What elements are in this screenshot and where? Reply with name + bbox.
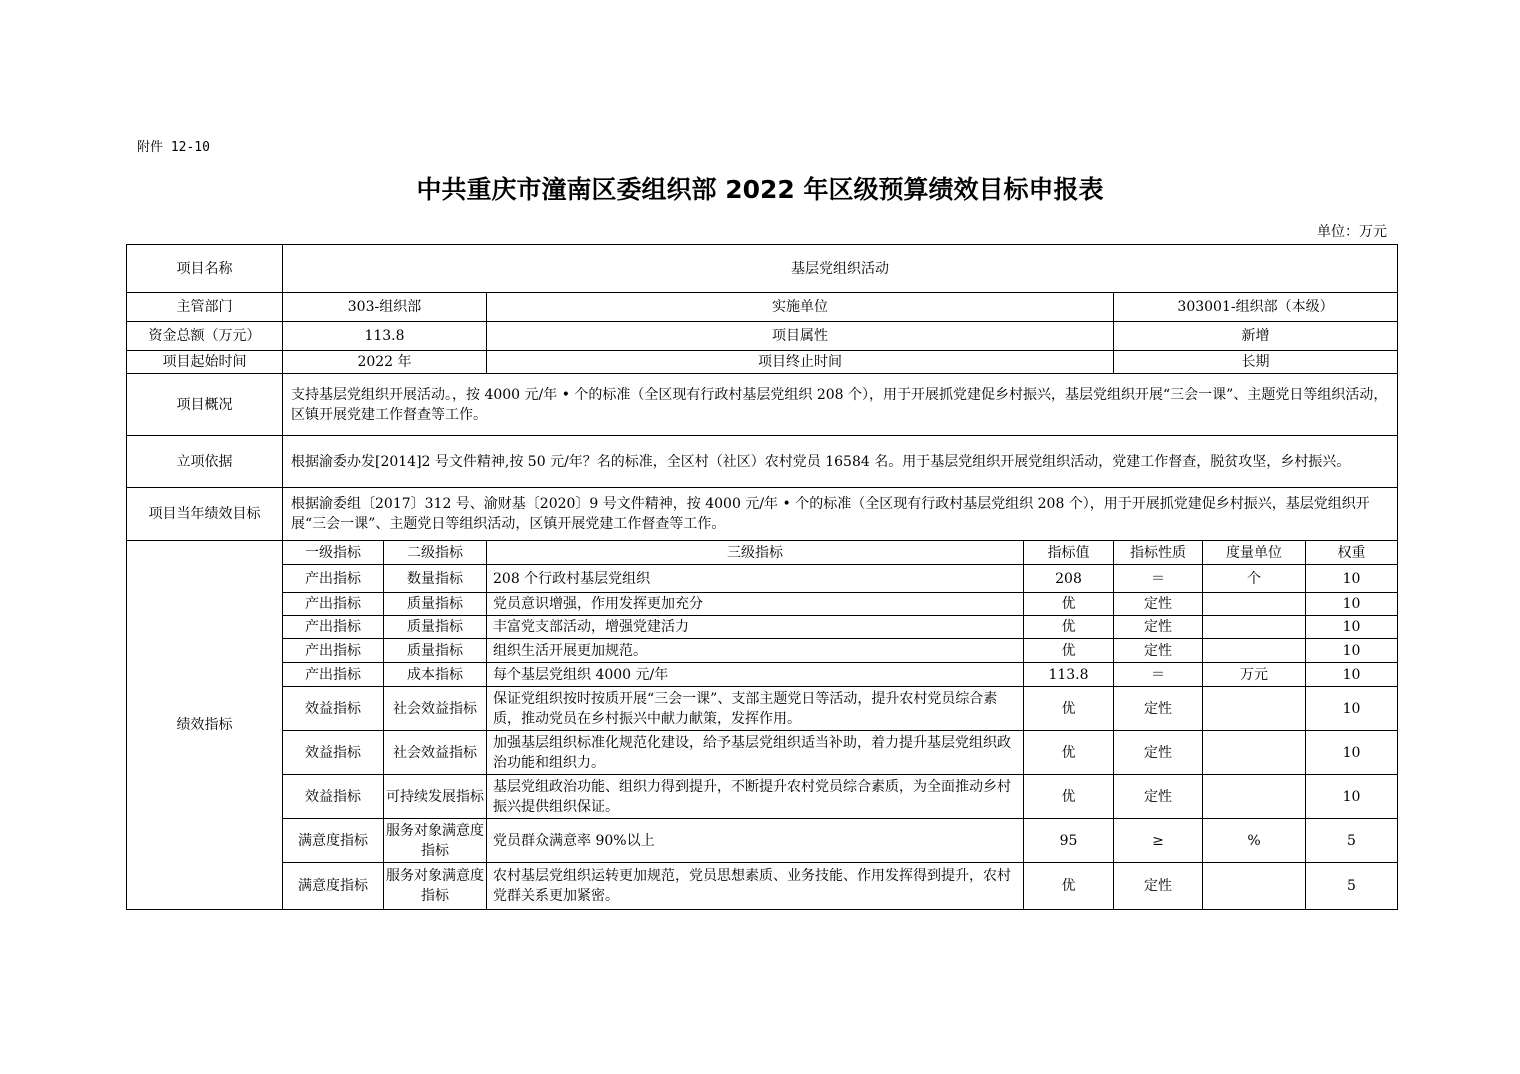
value-cell: 208 — [1024, 565, 1114, 593]
impl-value: 303001-组织部（本级） — [1114, 293, 1398, 322]
unit-cell — [1203, 863, 1306, 910]
value-cell: 95 — [1024, 819, 1114, 863]
attr-value: 新增 — [1114, 322, 1398, 351]
weight-cell: 5 — [1306, 819, 1398, 863]
nature-cell: 定性 — [1114, 731, 1203, 775]
unit-cell — [1203, 593, 1306, 616]
row-project-name — [127, 245, 1398, 293]
l1-cell: 效益指标 — [283, 687, 384, 731]
nature-cell: ≥ — [1114, 819, 1203, 863]
perf-row — [127, 663, 1398, 687]
l2-cell: 社会效益指标 — [384, 731, 487, 775]
l1-cell: 产出指标 — [283, 639, 384, 663]
l3-cell: 保证党组织按时按质开展“三会一课”、支部主题党日等活动，提升农村党员综合素质，推动党员在乡村振兴中献力献策，发挥作用。 — [487, 687, 1024, 731]
weight-cell: 10 — [1306, 663, 1398, 687]
impl-label: 实施单位 — [487, 293, 1114, 322]
start-value: 2022 年 — [283, 351, 487, 374]
weight-cell: 10 — [1306, 565, 1398, 593]
value-cell: 优 — [1024, 731, 1114, 775]
l3-cell: 党员意识增强，作用发挥更加充分 — [487, 593, 1024, 616]
l3-cell: 基层党组政治功能、组织力得到提升，不断提升农村党员综合素质，为全面推动乡村振兴提供组织保证。 — [487, 775, 1024, 819]
l2-cell: 成本指标 — [384, 663, 487, 687]
l3-cell: 丰富党支部活动，增强党建活力 — [487, 616, 1024, 639]
weight-cell: 10 — [1306, 731, 1398, 775]
row-fund — [127, 322, 1398, 351]
perf-header-row — [127, 541, 1398, 565]
l1-cell: 产出指标 — [283, 616, 384, 639]
l1-cell: 产出指标 — [283, 663, 384, 687]
fund-value: 113.8 — [283, 322, 487, 351]
project-name-label: 项目名称 — [127, 245, 283, 293]
value-cell: 优 — [1024, 863, 1114, 910]
basis-label: 立项依据 — [127, 436, 283, 488]
goal-value: 根据渝委组〔2017〕312 号、渝财基〔2020〕9 号文件精神，按 4000 元/年 • 个的标准（全区现有行政村基层党组织 208 个），用于开展抓党建促乡村振兴，基层党组织开展“三会一课”、主题党日等组织活动，区镇开展党建工作督查等工作。 — [283, 488, 1398, 541]
row-basis — [127, 436, 1398, 488]
unit-cell: % — [1203, 819, 1306, 863]
start-label: 项目起始时间 — [127, 351, 283, 374]
l2-cell: 质量指标 — [384, 593, 487, 616]
value-cell: 优 — [1024, 775, 1114, 819]
value-cell: 优 — [1024, 687, 1114, 731]
header-value: 指标值 — [1024, 541, 1114, 565]
nature-cell: 定性 — [1114, 593, 1203, 616]
perf-row — [127, 775, 1398, 819]
l3-cell: 208 个行政村基层党组织 — [487, 565, 1024, 593]
budget-table — [126, 244, 1398, 910]
l3-cell: 农村基层党组织运转更加规范，党员思想素质、业务技能、作用发挥得到提升，农村党群关系更加紧密。 — [487, 863, 1024, 910]
nature-cell: 定性 — [1114, 639, 1203, 663]
weight-cell: 10 — [1306, 593, 1398, 616]
header-unit: 度量单位 — [1203, 541, 1306, 565]
unit-cell — [1203, 775, 1306, 819]
perf-row — [127, 731, 1398, 775]
l2-cell: 社会效益指标 — [384, 687, 487, 731]
unit-cell — [1203, 639, 1306, 663]
unit-cell — [1203, 687, 1306, 731]
unit-cell: 万元 — [1203, 663, 1306, 687]
weight-cell: 10 — [1306, 616, 1398, 639]
end-label: 项目终止时间 — [487, 351, 1114, 374]
perf-row — [127, 687, 1398, 731]
l3-cell: 党员群众满意率 90%以上 — [487, 819, 1024, 863]
perf-row — [127, 819, 1398, 863]
perf-row — [127, 616, 1398, 639]
nature-cell: ＝ — [1114, 663, 1203, 687]
unit-cell — [1203, 731, 1306, 775]
perf-label: 绩效指标 — [127, 541, 283, 910]
l1-cell: 效益指标 — [283, 731, 384, 775]
l1-cell: 产出指标 — [283, 593, 384, 616]
nature-cell: 定性 — [1114, 775, 1203, 819]
overview-value: 支持基层党组织开展活动。，按 4000 元/年 • 个的标准（全区现有行政村基层党组织 208 个），用于开展抓党建促乡村振兴，基层党组织开展“三会一课”、主题党日等组织活动，区镇开展党建工作督查等工作。 — [283, 374, 1398, 436]
l2-cell: 可持续发展指标 — [384, 775, 487, 819]
l3-cell: 每个基层党组织 4000 元/年 — [487, 663, 1024, 687]
l2-cell: 质量指标 — [384, 639, 487, 663]
overview-label: 项目概况 — [127, 374, 283, 436]
header-weight: 权重 — [1306, 541, 1398, 565]
page-title: 中共重庆市潼南区委组织部 2022 年区级预算绩效目标申报表 — [416, 175, 1104, 204]
basis-value: 根据渝委办发[2014]2 号文件精神,按 50 元/年？名的标准，全区村（社区）农村党员 16584 名。用于基层党组织开展党组织活动，党建工作督查，脱贫攻坚，乡村振兴。 — [283, 436, 1398, 488]
perf-row — [127, 565, 1398, 593]
attachment-label: 附件 12-10 — [137, 140, 210, 155]
row-goal — [127, 488, 1398, 541]
weight-cell: 10 — [1306, 687, 1398, 731]
header-nature: 指标性质 — [1114, 541, 1203, 565]
row-department — [127, 293, 1398, 322]
header-l3: 三级指标 — [487, 541, 1024, 565]
l1-cell: 效益指标 — [283, 775, 384, 819]
perf-row — [127, 639, 1398, 663]
dept-value: 303-组织部 — [283, 293, 487, 322]
l3-cell: 加强基层组织标准化规范化建设，给予基层党组织适当补助，着力提升基层党组织政治功能和组织力。 — [487, 731, 1024, 775]
l2-cell: 质量指标 — [384, 616, 487, 639]
l2-cell: 服务对象满意度指标 — [384, 819, 487, 863]
perf-row — [127, 593, 1398, 616]
weight-cell: 10 — [1306, 775, 1398, 819]
value-cell: 优 — [1024, 616, 1114, 639]
row-time — [127, 351, 1398, 374]
nature-cell: ＝ — [1114, 565, 1203, 593]
unit-label: 单位：万元 — [1317, 224, 1387, 240]
row-overview — [127, 374, 1398, 436]
dept-label: 主管部门 — [127, 293, 283, 322]
value-cell: 优 — [1024, 593, 1114, 616]
l1-cell: 满意度指标 — [283, 819, 384, 863]
header-l1: 一级指标 — [283, 541, 384, 565]
nature-cell: 定性 — [1114, 687, 1203, 731]
l3-cell: 组织生活开展更加规范。 — [487, 639, 1024, 663]
end-value: 长期 — [1114, 351, 1398, 374]
perf-row — [127, 863, 1398, 910]
value-cell: 优 — [1024, 639, 1114, 663]
l1-cell: 产出指标 — [283, 565, 384, 593]
attr-label: 项目属性 — [487, 322, 1114, 351]
fund-label: 资金总额（万元） — [127, 322, 283, 351]
weight-cell: 10 — [1306, 639, 1398, 663]
header-l2: 二级指标 — [384, 541, 487, 565]
value-cell: 113.8 — [1024, 663, 1114, 687]
l1-cell: 满意度指标 — [283, 863, 384, 910]
l2-cell: 数量指标 — [384, 565, 487, 593]
goal-label: 项目当年绩效目标 — [127, 488, 283, 541]
unit-cell — [1203, 616, 1306, 639]
nature-cell: 定性 — [1114, 863, 1203, 910]
nature-cell: 定性 — [1114, 616, 1203, 639]
l2-cell: 服务对象满意度指标 — [384, 863, 487, 910]
project-name-value: 基层党组织活动 — [283, 245, 1398, 293]
weight-cell: 5 — [1306, 863, 1398, 910]
unit-cell: 个 — [1203, 565, 1306, 593]
